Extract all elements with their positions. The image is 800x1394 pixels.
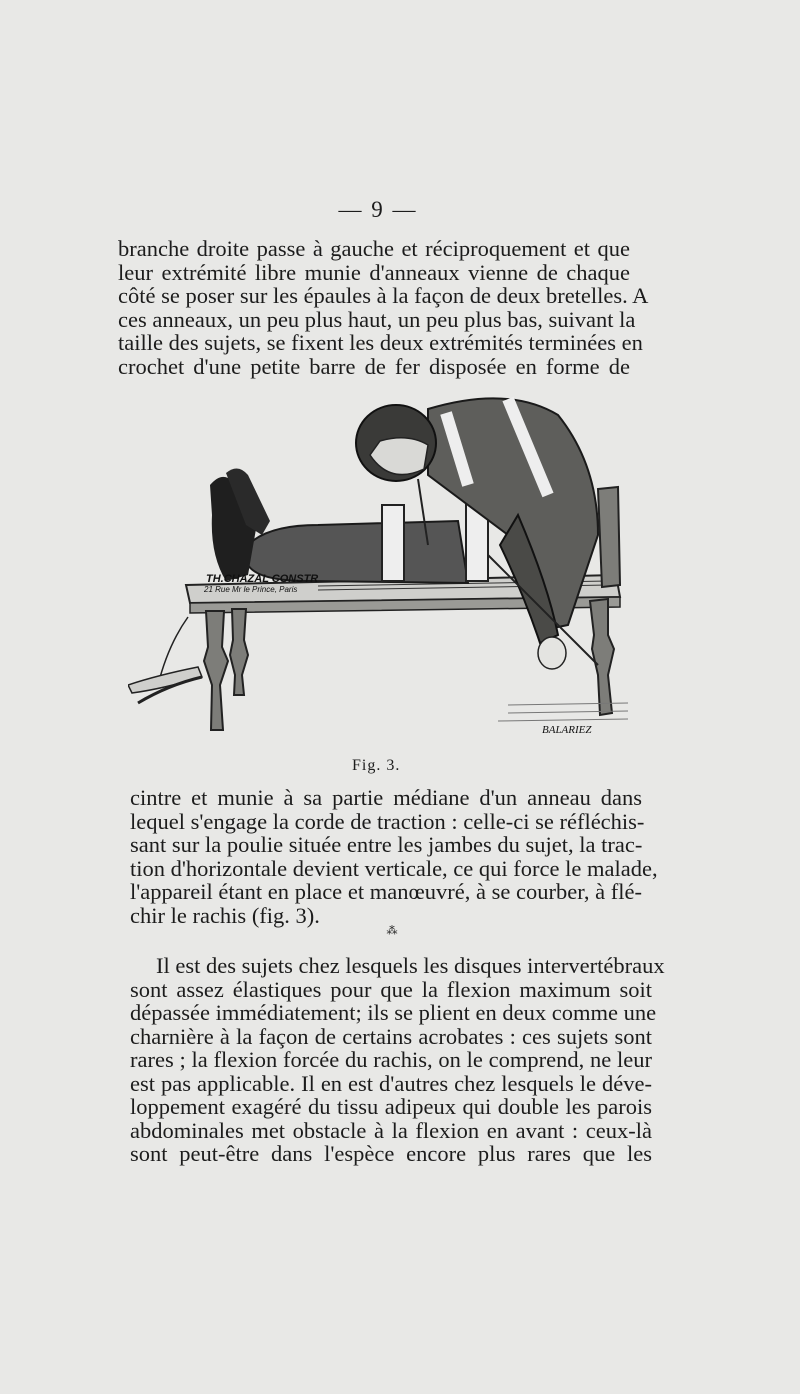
text-line: est pas applicable. Il en est d'autres chez lesquels le déve- (130, 1070, 652, 1096)
text-line: lequel s'engage la corde de traction : celle-ci se réfléchis- (130, 808, 645, 834)
text-line: ces anneaux, un peu plus haut, un peu plus bas, suivant la (118, 306, 636, 332)
text-line: leur extrémité libre munie d'anneaux vienne de chaque (118, 259, 630, 285)
text-line: cintre et munie à sa partie médiane d'un anneau dans (130, 785, 642, 810)
paragraph-2 (130, 785, 658, 928)
figure-caption: Fig. 3. (352, 757, 401, 774)
traction-apparatus-engraving (128, 385, 648, 755)
figure-illustration (128, 385, 648, 755)
text-line: abdominales met obstacle à la flexion en avant : ceux-là (130, 1117, 652, 1143)
page-number: — 9 — (338, 197, 418, 222)
text-line: dépassée immédiatement; ils se plient en deux comme une (130, 1000, 657, 1025)
maker-plate-line-1: TH.CHAZAL CONSTR (206, 573, 319, 585)
text-line: loppement exagéré du tissu adipeux qui double les parois (130, 1094, 652, 1119)
text-line: Il est des sujets chez lesquels les disques intervertébraux (156, 953, 665, 978)
text-line: charnière à la façon de certains acrobates : ces sujets sont (130, 1023, 652, 1049)
text-line: côté se poser sur les épaules à la façon de deux bretelles. A (118, 283, 649, 308)
artist-signature: BALARIEZ (542, 724, 592, 736)
text-line: tion d'horizontale devient verticale, ce qui force le malade, (130, 855, 658, 881)
paragraph-1 (118, 236, 649, 379)
text-line: crochet d'une petite barre de fer disposée en forme de (118, 353, 630, 379)
text-line: chir le rachis (fig. 3). (130, 902, 320, 928)
text-line: sant sur la poulie située entre les jambes du sujet, la trac- (130, 832, 643, 857)
text-line: sont peut-être dans l'espèce encore plus rares que les (130, 1141, 652, 1166)
text-line: rares ; la flexion forcée du rachis, on le comprend, ne leur (130, 1047, 652, 1072)
text-line: taille des sujets, se fixent les deux extrémités terminées en (118, 330, 643, 355)
text-line: sont assez élastiques pour que la flexion maximum soit (130, 976, 652, 1002)
section-break-asterism: ⁂ (386, 925, 398, 937)
text-line: branche droite passe à gauche et réciproquement et que (118, 236, 630, 261)
text-line: l'appareil étant en place et manœuvré, à se courber, à flé- (130, 879, 642, 904)
maker-plate-line-2: 21 Rue Mr le Prince, Paris (204, 585, 298, 594)
paragraph-3 (130, 953, 665, 1166)
